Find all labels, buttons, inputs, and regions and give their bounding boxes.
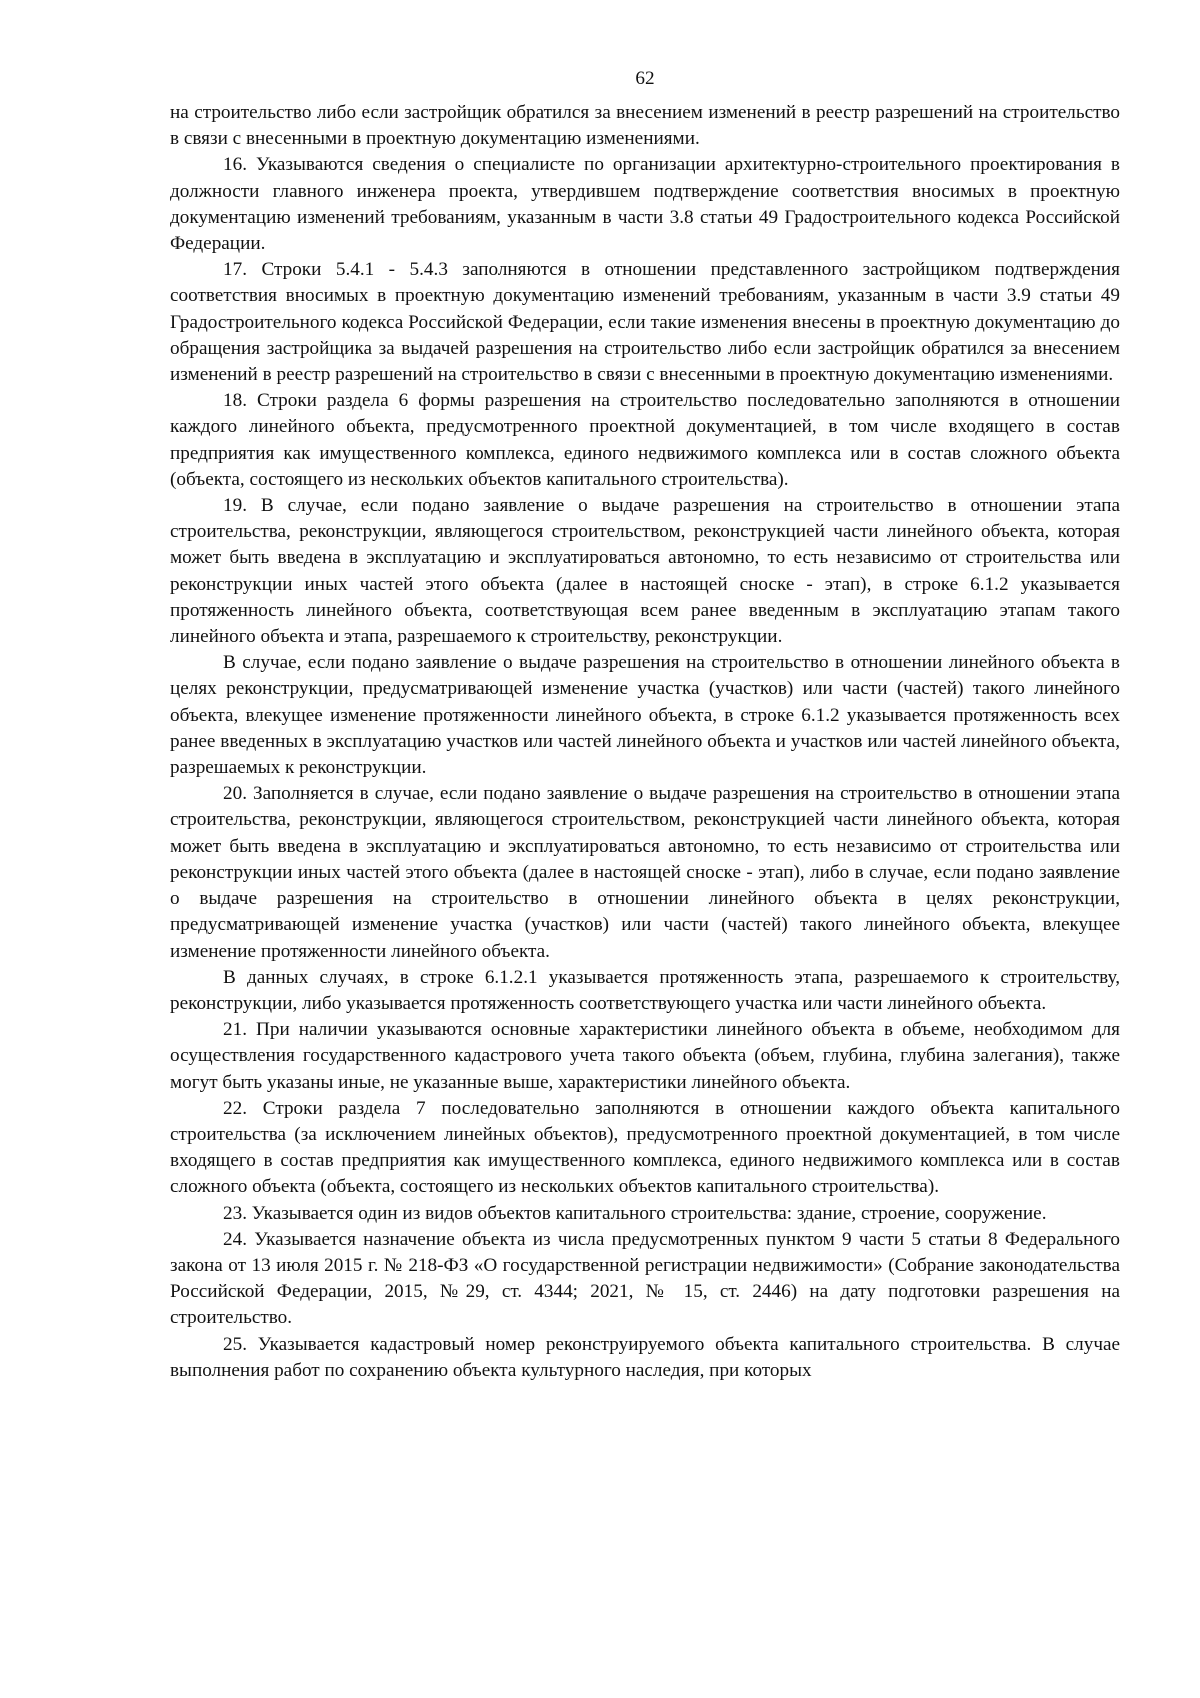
paragraph-17: 17. Строки 5.4.1 - 5.4.3 заполняются в отношении представленного застройщиком подтверждения соответствия вносимых в проектную документацию изменений требованиям, указанным в части 3.9 статьи 49 Градостроительного кодекса Российской Федерации, если такие изменения внесены в проектную документацию до обращения застройщика за выдачей разрешения на строительство либо если застройщик обратился за внесением изменений в реестр разрешений на строительство в связи с внесенными в проектную документацию изменениями. <box>170 259 1120 386</box>
paragraph-22: 22. Строки раздела 7 последовательно заполняются в отношении каждого объекта капитального строительства (за исключением линейных объектов), предусмотренного проектной документацией, в том числе входящего в состав предприятия как имущественного комплекса, единого недвижимого комплекса или в состав сложного объекта (объекта, состоящего из нескольких объектов капитального строительства). <box>170 1097 1120 1198</box>
paragraph-25: 25. Указывается кадастровый номер реконструируемого объекта капитального строительства. В случае выполнения работ по сохранению объекта культурного наследия, при которых <box>170 1333 1120 1381</box>
paragraph-20: 20. Заполняется в случае, если подано заявление о выдаче разрешения на строительство в отношении этапа строительства, реконструкции, являющегося строительством, реконструкцией части линейного объекта, которая может быть введена в эксплуатацию и эксплуатироваться автономно, то есть независимо от строительства или реконструкции иных частей этого объекта (далее в настоящей сноске - этап), либо в случае, если подано заявление о выдаче разрешения на строительство в отношении линейного объекта в целях реконструкции, предусматривающей изменение участка (участков) или части (частей) такого линейного объекта, влекущее изменение протяженности линейного объекта. <box>170 783 1120 962</box>
paragraph-20-second: В данных случаях, в строке 6.1.2.1 указывается протяженность этапа, разрешаемого к строительству, реконструкции, либо указывается протяженность соответствующего участка или части линейного объекта. <box>170 966 1120 1014</box>
paragraph-19: 19. В случае, если подано заявление о выдаче разрешения на строительство в отношении этапа строительства, реконструкции, являющегося строительством, реконструкцией части линейного объекта, которая может быть введена в эксплуатацию и эксплуатироваться автономно, то есть независимо от строительства или реконструкции иных частей этого объекта (далее в настоящей сноске - этап), в строке 6.1.2 указывается протяженность линейного объекта, соответствующая всем ранее введенным в эксплуатацию этапам такого линейного объекта и этапа, разрешаемого к строительству, реконструкции. <box>170 495 1120 648</box>
paragraph-18: 18. Строки раздела 6 формы разрешения на строительство последовательно заполняются в отношении каждого линейного объекта, предусмотренного проектной документацией, в том числе входящего в состав предприятия как имущественного комплекса, единого недвижимого комплекса или в состав сложного объекта (объекта, состоящего из нескольких объектов капитального строительства). <box>170 390 1120 490</box>
paragraph-continuation: на строительство либо если застройщик обратился за внесением изменений в реестр разрешений на строительство в связи с внесенными в проектную документацию изменениями. <box>170 102 1120 150</box>
document-page <box>170 66 1120 1384</box>
paragraph-19-second: В случае, если подано заявление о выдаче разрешения на строительство в отношении линейного объекта в целях реконструкции, предусматривающей изменение участка (участков) или части (частей) такого линейного объекта, влекущее изменение протяженности линейного объекта, в строке 6.1.2 указывается протяженность всех ранее введенных в эксплуатацию участков или частей линейного объекта и участков или частей линейного объекта, разрешаемых к реконструкции. <box>170 652 1120 779</box>
paragraph-23: 23. Указывается один из видов объектов капитального строительства: здание, строение, сооружение. <box>223 1202 1047 1224</box>
paragraph-21: 21. При наличии указываются основные характеристики линейного объекта в объеме, необходимом для осуществления государственного кадастрового учета такого объекта (объем, глубина, глубина залегания), также могут быть указаны иные, не указанные выше, характеристики линейного объекта. <box>170 1019 1120 1093</box>
paragraph-16: 16. Указываются сведения о специалисте по организации архитектурно-строительного проектирования в должности главного инженера проекта, утвердившем подтверждение соответствия вносимых в проектную документацию изменений требованиям, указанным в части 3.8 статьи 49 Градостроительного кодекса Российской Федерации. <box>170 154 1120 255</box>
page-number: 62 <box>635 68 655 89</box>
paragraph-24: 24. Указывается назначение объекта из числа предусмотренных пунктом 9 части 5 статьи 8 Федерального закона от 13 июля 2015 г. № 218-ФЗ «О государственной регистрации недвижимости» (Собрание законодательства Российской Федерации, 2015, №29, ст. 4344; 2021, № 15, ст. 2446) на дату подготовки разрешения на строительство. <box>170 1228 1120 1329</box>
